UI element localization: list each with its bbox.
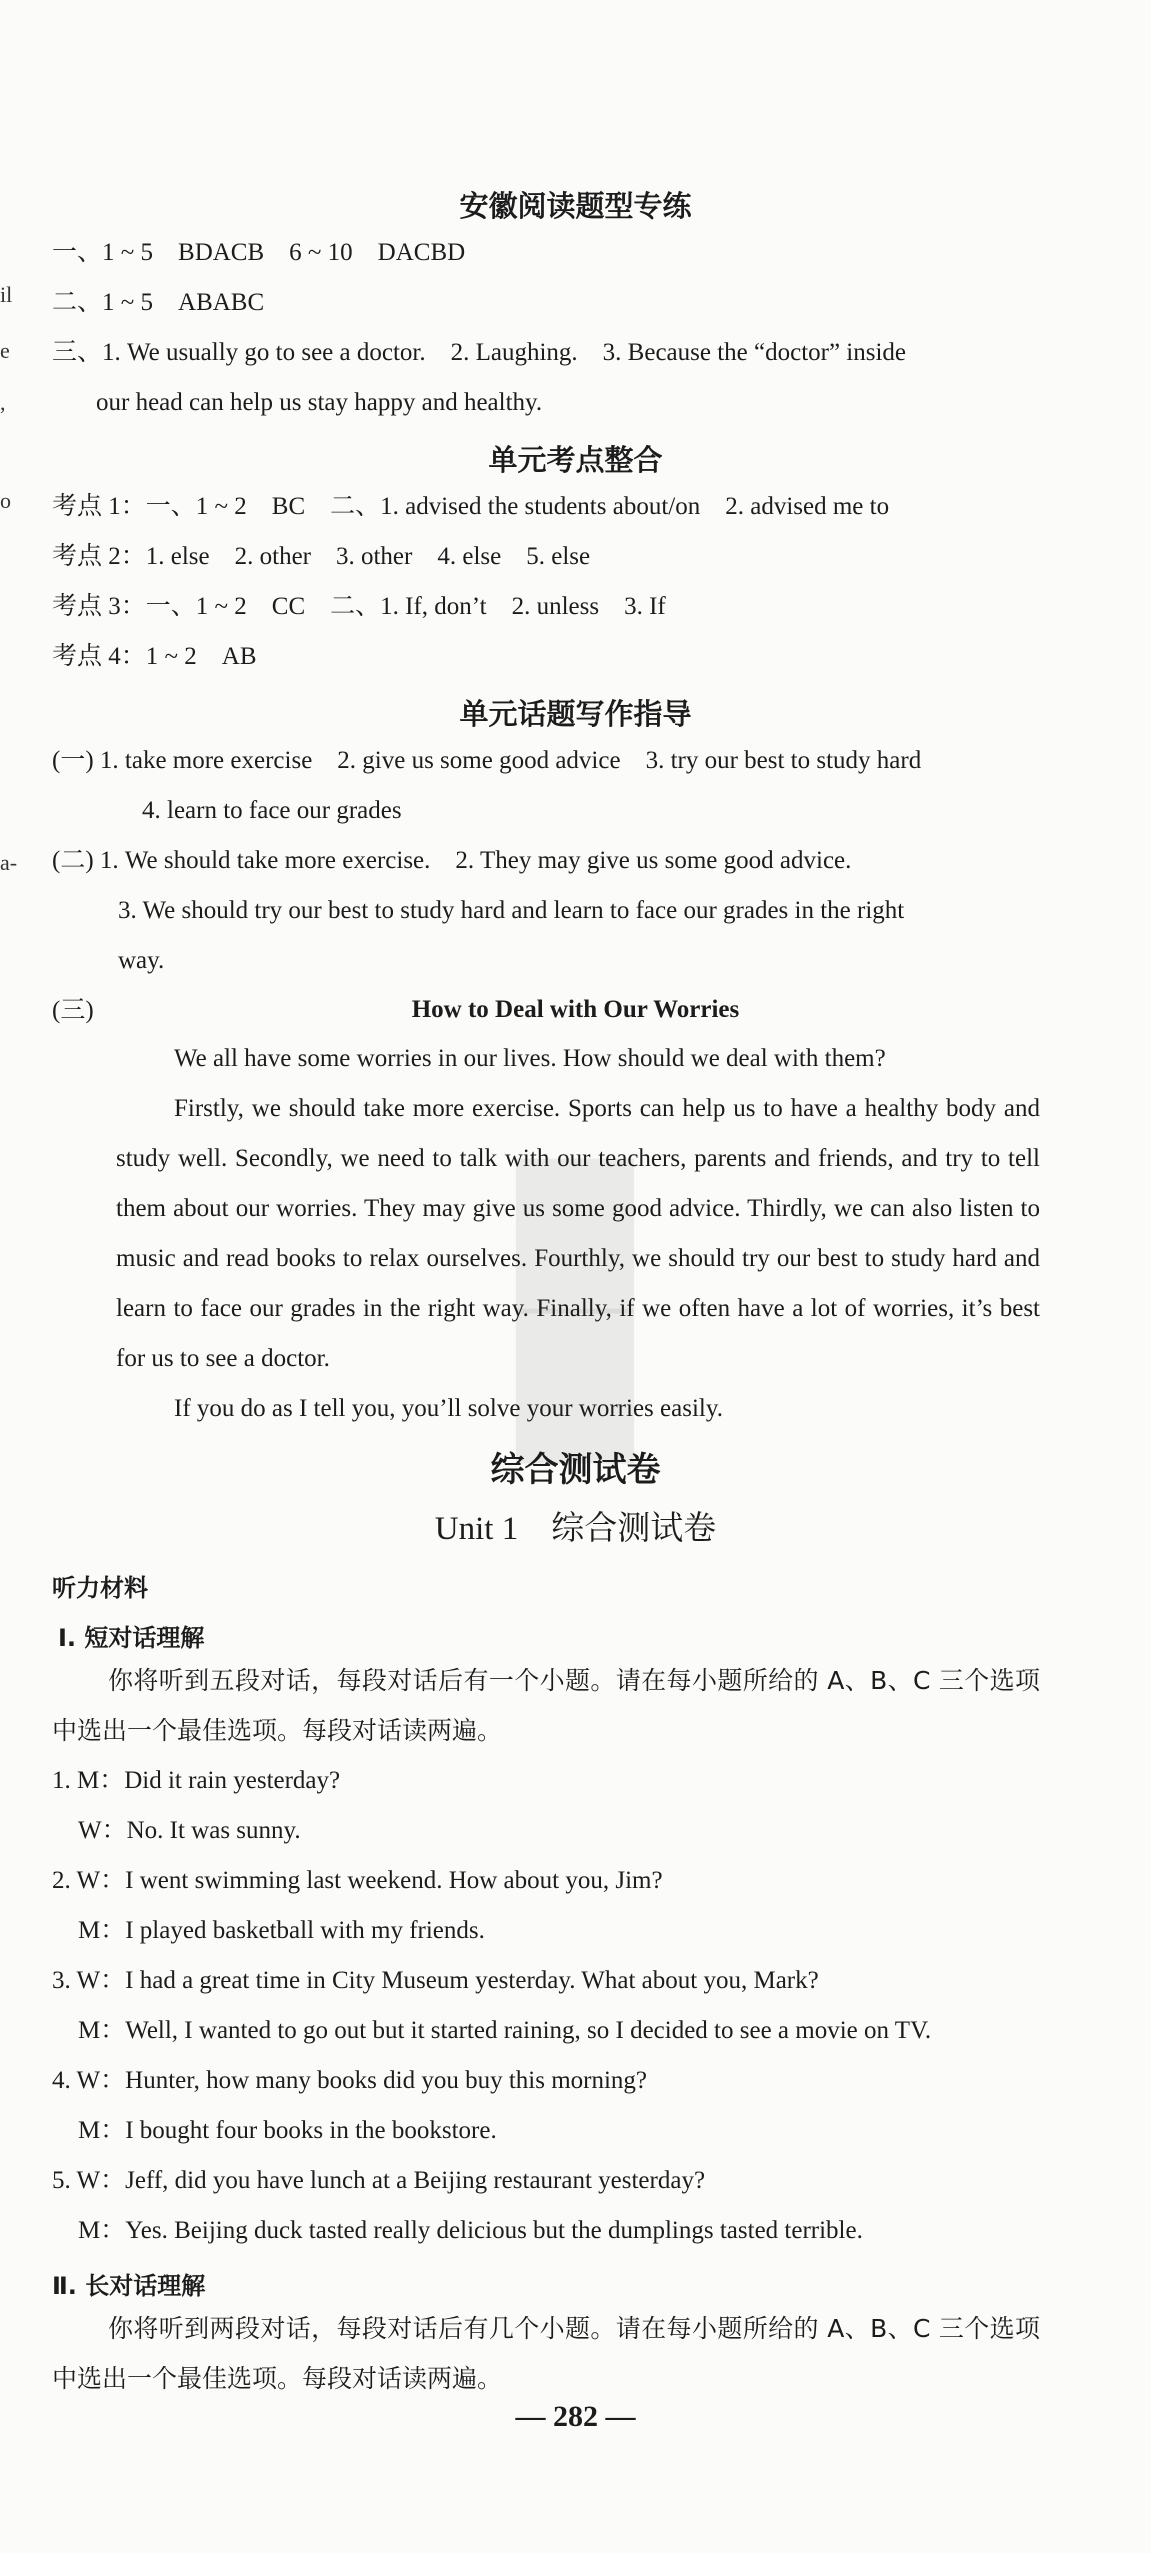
- watermark: ▇ ▇: [517, 1138, 633, 1462]
- edge-mark: o: [0, 488, 11, 513]
- essay-paragraph: If you do as I tell you, you’ll solve your worries easily.: [174, 1395, 723, 1422]
- answer-line: our head can help us stay happy and healthy.: [96, 389, 543, 416]
- part-label: (三): [52, 997, 94, 1024]
- dialogue-line: M：I bought four books in the bookstore.: [78, 2117, 497, 2144]
- edge-mark: a-: [0, 850, 18, 875]
- dialogue-line: W：No. It was sunny.: [78, 1817, 301, 1844]
- answer-line: 三、1. We usually go to see a doctor. 2. Laughing. 3. Because the “doctor” inside: [52, 339, 907, 366]
- answer-line: 考点 1：一、1 ~ 2 BC 二、1. advised the students about/on 2. advised me to: [52, 493, 890, 520]
- dialogue-line: 3. W：I had a great time in City Museum yesterday. What about you, Mark?: [52, 1967, 819, 1994]
- answer-line: 考点 4：1 ~ 2 AB: [52, 643, 257, 670]
- answer-line: 3. We should try our best to study hard and learn to face our grades in the right: [118, 897, 905, 924]
- essay-paragraph: Firstly, we should take more exercise. Sports can help us to have a healthy body and study well. Secondly, we need to talk with our teachers, parents and friends, and try to tell them about our worries. They may give us some good advice. Thirdly, we can also listen to music and read books to relax ourselves. Fourthly, we should try our best to study hard and learn to face our grades in the right way. Finally, if we often have a lot of worries, it’s best for us to see a doctor.: [116, 1095, 1040, 1372]
- essay-title: How to Deal with Our Worries: [411, 996, 740, 1023]
- section-title: 单元考点整合: [488, 443, 663, 477]
- answer-line: 考点 3：一、1 ~ 2 CC 二、1. If, don’t 2. unless 3. If: [52, 593, 666, 620]
- edge-mark: il: [0, 282, 13, 307]
- instructions: 你将听到两段对话，每段对话后有几个小题。请在每小题所给的 A、B、C 三个选项中选出一个最佳选项。每段对话读两遍。: [52, 2314, 1040, 2393]
- section-title: 安徽阅读题型专练: [459, 189, 692, 223]
- page-number: — 282 —: [515, 2400, 636, 2433]
- edge-mark: e: [0, 338, 10, 363]
- listening-label: 听力材料: [52, 1574, 148, 1602]
- answer-line: 考点 2：1. else 2. other 3. other 4. else 5. else: [52, 543, 591, 570]
- answer-line: (二) 1. We should take more exercise. 2. They may give us some good advice.: [52, 847, 852, 874]
- answer-line: 4. learn to face our grades: [142, 797, 402, 824]
- section-title: 单元话题写作指导: [459, 697, 692, 731]
- dialogue-line: 2. W：I went swimming last weekend. How about you, Jim?: [52, 1867, 663, 1894]
- answer-line: way.: [118, 947, 165, 974]
- dialogue-line: M：I played basketball with my friends.: [78, 1917, 485, 1944]
- edge-mark: ,: [0, 390, 6, 415]
- answer-line: 一、1 ~ 5 BDACB 6 ~ 10 DACBD: [52, 239, 466, 266]
- answer-line: 二、1 ~ 5 ABABC: [52, 289, 265, 316]
- part-label: Ⅱ. 长对话理解: [52, 2272, 206, 2300]
- essay-paragraph: We all have some worries in our lives. How should we deal with them?: [174, 1045, 886, 1072]
- dialogue-line: M：Well, I wanted to go out but it started raining, so I decided to see a movie on TV.: [78, 2017, 932, 2044]
- dialogue-line: M：Yes. Beijing duck tasted really delicious but the dumplings tasted terrible.: [78, 2217, 863, 2244]
- instructions: 你将听到五段对话，每段对话后有一个小题。请在每小题所给的 A、B、C 三个选项中选出一个最佳选项。每段对话读两遍。: [52, 1666, 1040, 1745]
- part-label: Ⅰ. 短对话理解: [58, 1624, 205, 1652]
- section-title: 综合测试卷: [490, 1450, 661, 1490]
- dialogue-line: 4. W：Hunter, how many books did you buy this morning?: [52, 2067, 648, 2094]
- test-subtitle: Unit 1 综合测试卷: [434, 1511, 717, 1547]
- dialogue-line: 5. W：Jeff, did you have lunch at a Beijing restaurant yesterday?: [52, 2167, 706, 2194]
- answer-line: (一) 1. take more exercise 2. give us some good advice 3. try our best to study hard: [52, 747, 922, 774]
- dialogue-line: 1. M：Did it rain yesterday?: [52, 1767, 341, 1794]
